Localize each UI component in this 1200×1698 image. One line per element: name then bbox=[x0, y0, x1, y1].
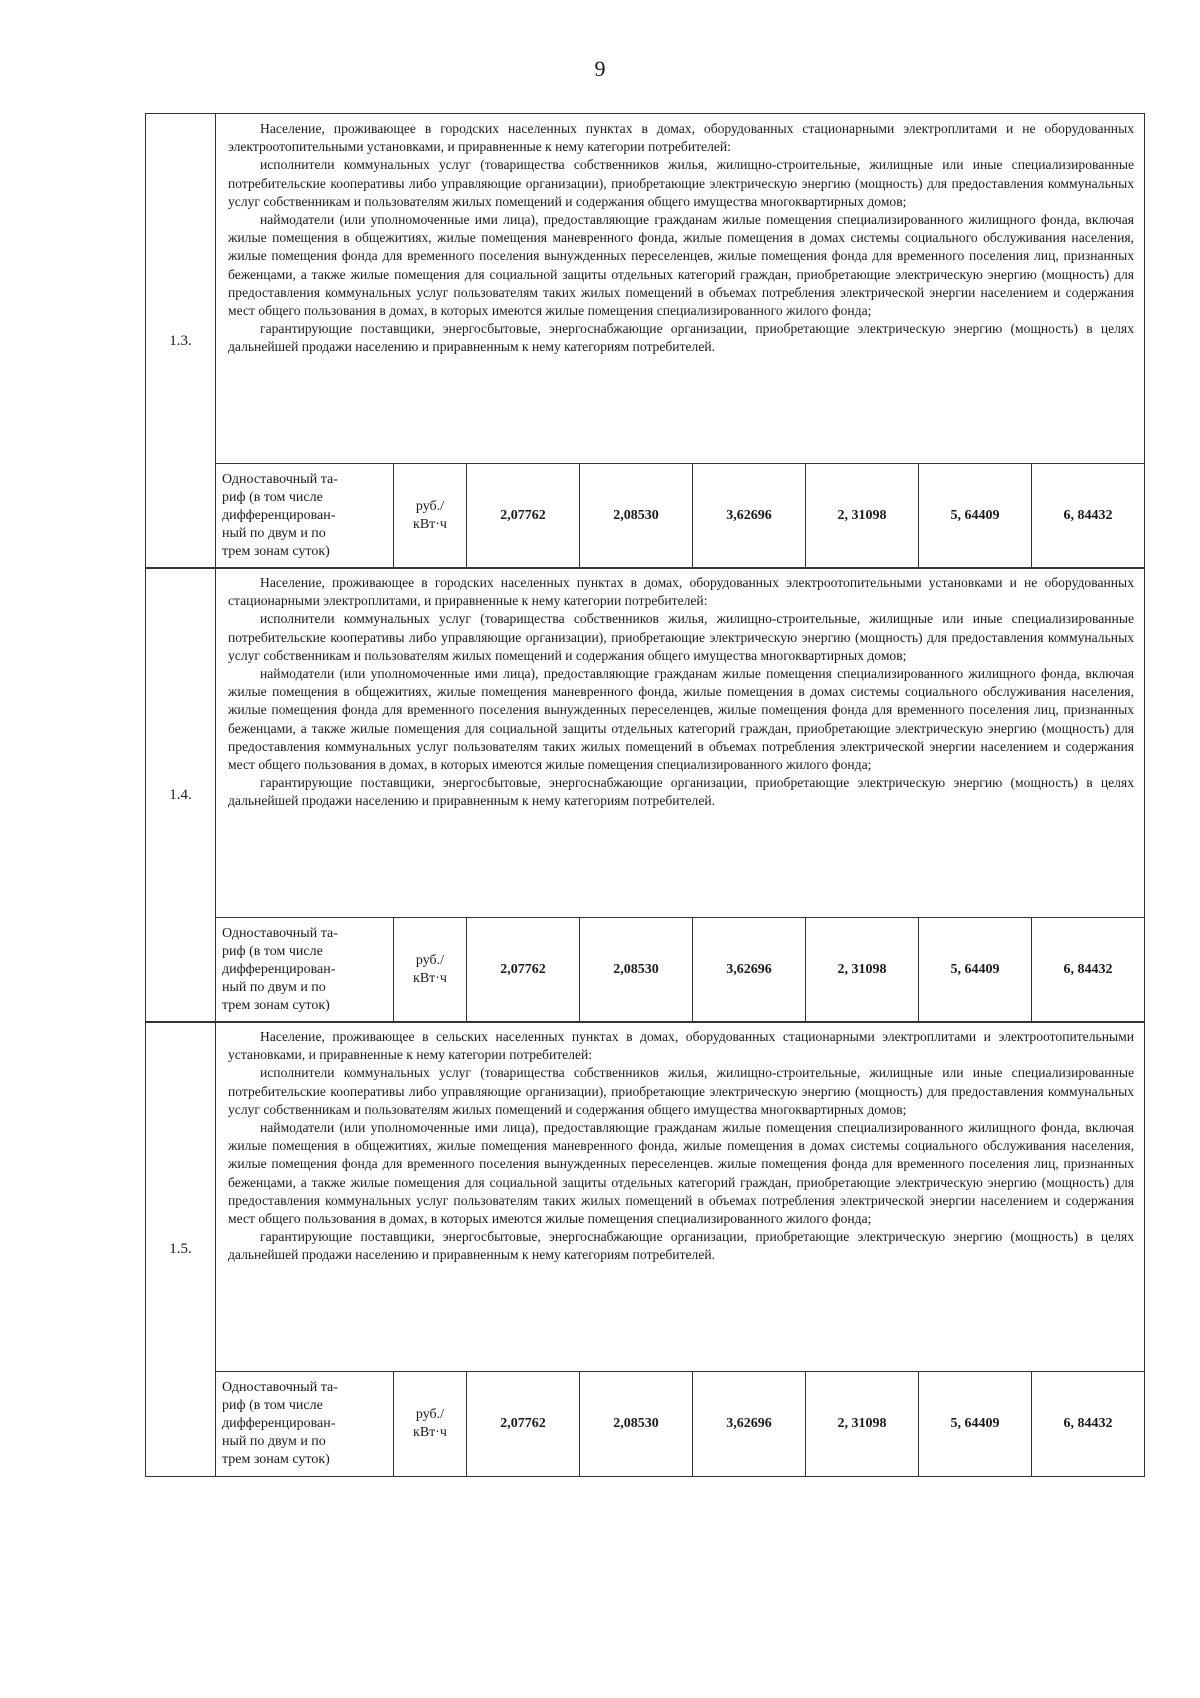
rate-unit: руб./ кВт·ч bbox=[394, 1372, 467, 1476]
rate-value: 2,08530 bbox=[580, 464, 693, 568]
rate-value: 2, 31098 bbox=[806, 1372, 919, 1476]
paragraph: наймодатели (или уполномоченные ими лица), предоставляющие гражданам жилые помещения специализированного жилищного фонда, включая жилые помещения в общежитиях, жилые помещения маневренного фонда, жилые помещения в домах системы социального обслуживания населения, жилые помещения фонда для временного поселения вынужденных переселенцев. жилые помещения фонда для временного поселения лиц, признанных беженцами, а также жилые помещения для социальной защиты отдельных категорий граждан, приобретающие электрическую энергию (мощность) для предоставления коммунальных услуг пользователям таких жилых помещений в объемах потребления электрической энергии населением и содержания мест общего пользования в домах, в которых имеются жилые помещения специализированного жилого фонда; bbox=[228, 1120, 1134, 1227]
rate-label: Одноставочный та- риф (в том числе дифференцирован- ный по двум и по трем зонам суток) bbox=[216, 464, 394, 568]
paragraph: наймодатели (или уполномоченные ими лица), предоставляющие гражданам жилые помещения специализированного жилищного фонда, включая жилые помещения в общежитиях, жилые помещения маневренного фонда, жилые помещения в домах системы социального обслуживания населения, жилые помещения фонда для временного поселения вынужденных переселенцев, жилые помещения фонда для временного поселения лиц, признанных беженцами, а также жилые помещения для социальной защиты отдельных категорий граждан, приобретающие электрическую энергию (мощность) для предоставления коммунальных услуг пользователям таких жилых помещений в объемах потребления электрической энергии населением и содержания мест общего пользования в домах, в которых имеются жилые помещения специализированного жилого фонда; bbox=[228, 212, 1134, 319]
paragraph: исполнители коммунальных услуг (товарищества собственников жилья, жилищно-строительные, жилищные или иные специализированные потребительские кооперативы либо управляющие организации), приобретающие электрическую энергию (мощность) для предоставления коммунальных услуг собственникам и пользователям жилых помещений и содержания общего имущества многоквартирных домов; bbox=[228, 611, 1134, 663]
paragraph: наймодатели (или уполномоченные ими лица), предоставляющие гражданам жилые помещения специализированного жилищного фонда, включая жилые помещения в общежитиях, жилые помещения маневренного фонда, жилые помещения в домах системы социального обслуживания населения, жилые помещения фонда для временного поселения вынужденных переселенцев, жилые помещения фонда для временного поселения лиц, признанных беженцами, а также жилые помещения для социальной защиты отдельных категорий граждан, приобретающие электрическую энергию (мощность) для предоставления коммунальных услуг пользователям таких жилых помещений в объемах потребления электрической энергии населением и содержания мест общего пользования в домах, в которых имеются жилые помещения специализированного жилого фонда; bbox=[228, 666, 1134, 773]
rate-value: 2, 31098 bbox=[806, 464, 919, 568]
rate-value: 2, 31098 bbox=[806, 918, 919, 1022]
section-number: 1.5. bbox=[146, 1022, 216, 1476]
page-number: 9 bbox=[594, 56, 606, 81]
rate-value: 6, 84432 bbox=[1063, 962, 1113, 977]
rate-value: 6, 84432 bbox=[1063, 1416, 1113, 1431]
paragraph: исполнители коммунальных услуг (товарищества собственников жилья, жилищно-строительные, жилищные или иные специализированные потребительские кооперативы либо управляющие организации), приобретающие электрическую энергию (мощность) для предоставления коммунальных услуг собственникам и пользователям жилых помещений и содержания общего имущества многоквартирных домов; bbox=[228, 157, 1134, 209]
rate-value: 5, 64409 bbox=[919, 1372, 1032, 1476]
section-description bbox=[216, 1022, 1144, 1269]
tariff-section-1-5 bbox=[145, 1021, 1145, 1477]
rate-value: 2,07762 bbox=[467, 1372, 580, 1476]
rate-label: Одноставочный та- риф (в том числе дифференцирован- ный по двум и по трем зонам суток) bbox=[216, 918, 394, 1022]
rate-unit: руб./ кВт·ч bbox=[394, 918, 467, 1022]
rate-value: 2,07762 bbox=[467, 918, 580, 1022]
section-description bbox=[216, 114, 1144, 361]
rate-value: 5, 64409 bbox=[919, 464, 1032, 568]
section-description bbox=[216, 568, 1144, 815]
rate-value: 3,62696 bbox=[693, 918, 806, 1022]
rate-row bbox=[216, 917, 1144, 1022]
tariff-section-1-4 bbox=[145, 567, 1145, 1023]
paragraph: гарантирующие поставщики, энергосбытовые, энергоснабжающие организации, приобретающие электрическую энергию (мощность) в целях дальнейшей продажи населению и приравненным к нему категориям потребителей. bbox=[228, 775, 1134, 809]
paragraph: исполнители коммунальных услуг (товарищества собственников жилья, жилищно-строительные, жилищные или иные специализированные потребительские кооперативы либо управляющие организации), приобретающие электрическую энергию (мощность) для предоставления коммунальных услуг собственникам и пользователям жилых помещений и содержания общего имущества многоквартирных домов; bbox=[228, 1065, 1134, 1117]
rate-unit: руб./ кВт·ч bbox=[394, 464, 467, 568]
rate-value: 3,62696 bbox=[693, 1372, 806, 1476]
rate-value: 2,08530 bbox=[580, 1372, 693, 1476]
rate-value: 2,08530 bbox=[580, 918, 693, 1022]
paragraph: Население, проживающее в сельских населенных пунктах в домах, оборудованных стационарными электроплитами и электроотопительными установками, и приравненные к нему категории потребителей: bbox=[228, 1029, 1134, 1063]
rate-row bbox=[216, 463, 1144, 568]
paragraph: гарантирующие поставщики, энергосбытовые, энергоснабжающие организации, приобретающие электрическую энергию (мощность) в целях дальнейшей продажи населению и приравненным к нему категориям потребителей. bbox=[228, 1229, 1134, 1263]
rate-value: 2,07762 bbox=[467, 464, 580, 568]
rate-label: Одноставочный та- риф (в том числе дифференцирован- ный по двум и по трем зонам суток) bbox=[216, 1372, 394, 1476]
paragraph: Население, проживающее в городских населенных пунктах в домах, оборудованных электроотопительными установками и не оборудованных стационарными электроплитами, и приравненные к нему категории потребителей: bbox=[228, 575, 1134, 609]
section-number: 1.3. bbox=[146, 114, 216, 568]
rate-value: 6, 84432 bbox=[1063, 508, 1113, 523]
rate-value: 5, 64409 bbox=[919, 918, 1032, 1022]
rate-value: 3,62696 bbox=[693, 464, 806, 568]
rate-row bbox=[216, 1371, 1144, 1476]
paragraph: гарантирующие поставщики, энергосбытовые, энергоснабжающие организации, приобретающие электрическую энергию (мощность) в целях дальнейшей продажи населению и приравненным к нему категориям потребителей. bbox=[228, 321, 1134, 355]
paragraph: Население, проживающее в городских населенных пунктах в домах, оборудованных стационарными электроплитами и не оборудованных электроотопительными установками, и приравненные к нему категории потребителей: bbox=[228, 121, 1134, 155]
tariff-section-1-3 bbox=[145, 113, 1145, 569]
section-number: 1.4. bbox=[146, 568, 216, 1022]
